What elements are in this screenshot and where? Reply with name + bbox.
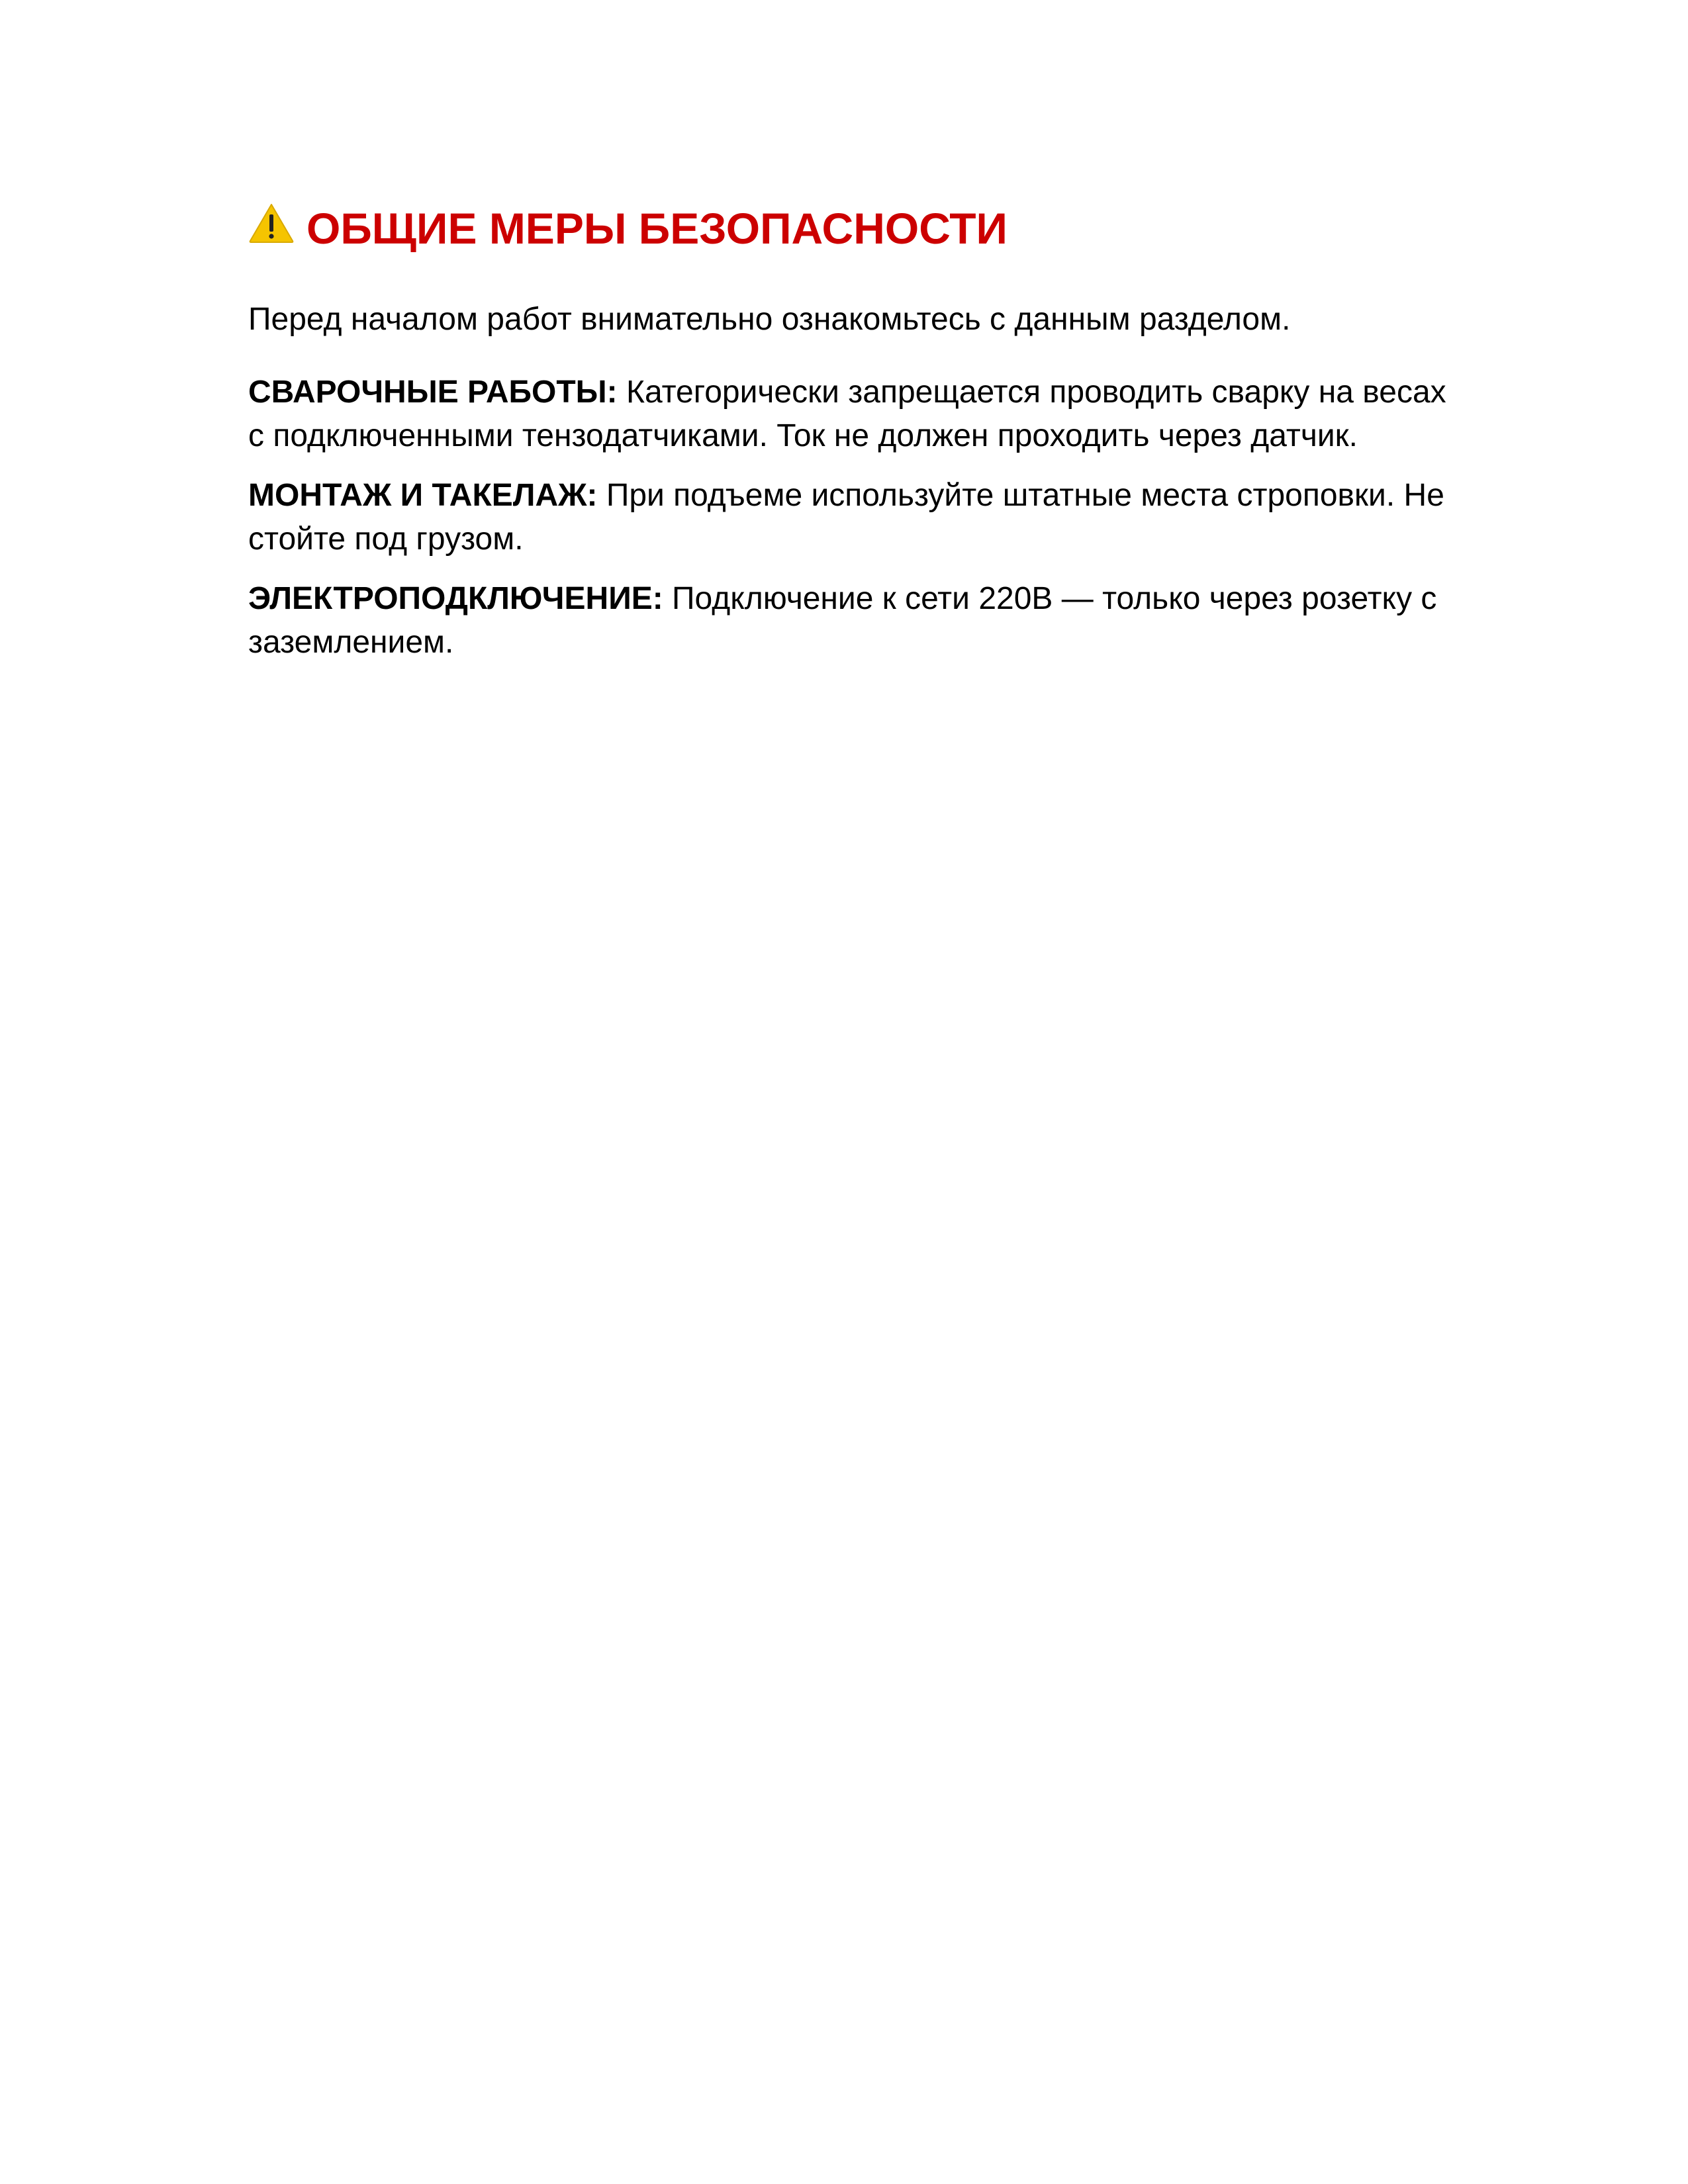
rigging-text: При подъеме используйте штатные места строповки. Не стойте под грузом. (248, 478, 1444, 557)
electrical-text: Подключение к сети 220В — только через розетку с заземлением. (248, 581, 1437, 660)
welding-paragraph (248, 371, 1453, 458)
electrical-paragraph (248, 577, 1453, 664)
welding-label: СВАРОЧНЫЕ РАБОТЫ: (248, 375, 618, 410)
welding-text: Категорически запрещается проводить сварку на весах с подключенными тензодатчиками. Ток не должен проходить через датчик. (248, 375, 1446, 453)
page-title: ОБЩИЕ МЕРЫ БЕЗОПАСНОСТИ (306, 204, 1008, 253)
intro-text: Перед началом работ внимательно ознакомьтесь с данным разделом. (248, 302, 1291, 337)
warning-triangle-icon (248, 203, 295, 244)
rigging-label: МОНТАЖ И ТАКЕЛАЖ: (248, 478, 598, 513)
rigging-paragraph (248, 474, 1453, 561)
safety-section (248, 192, 1453, 680)
section-heading (248, 192, 1453, 265)
electrical-label: ЭЛЕКТРОПОДКЛЮЧЕНИЕ: (248, 581, 663, 616)
